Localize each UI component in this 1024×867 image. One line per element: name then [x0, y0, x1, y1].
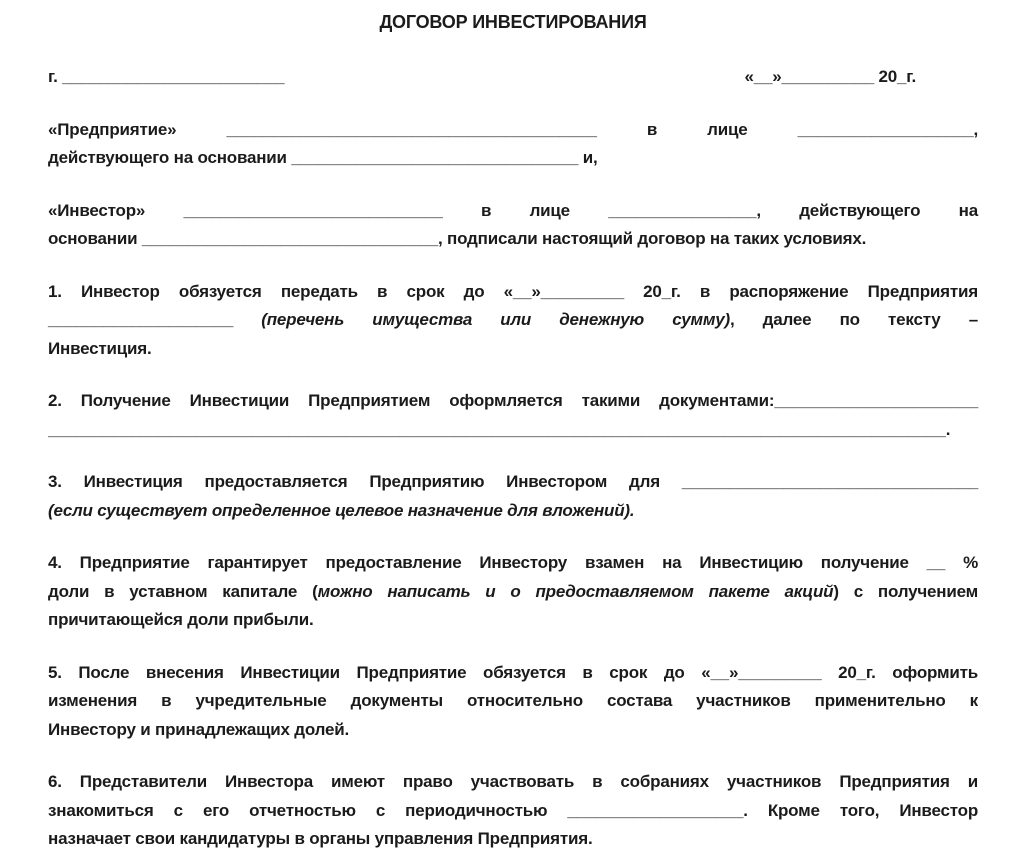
clause-6: [48, 768, 978, 854]
italic-note: можно написать и о предоставляемом пакете акций: [317, 581, 834, 601]
text-line: [48, 578, 978, 607]
text-line: 5. После внесения Инвестиции Предприятие обязуется в срок до «__»_________ 20_г. оформить: [48, 662, 978, 682]
preamble-investor: [48, 197, 978, 254]
text-line: Инвестиция.: [48, 338, 152, 358]
text-line: действующего на основании _______________________________ и,: [48, 148, 598, 167]
city-date-row: [48, 63, 978, 92]
text-line: основании ________________________________, подписали настоящий договор на таких условиях.: [48, 229, 867, 248]
clause-5: [48, 659, 978, 745]
date-blank-line: «__»__________ 20_г.: [744, 67, 916, 86]
text-line: изменения в учредительные документы относительно состава участников применительно к: [48, 691, 978, 710]
text-segment: , далее по тексту –: [729, 310, 978, 329]
text-line: 4. Предприятие гарантирует предоставление Инвестору взамен на Инвестицию получение __ %: [48, 553, 978, 572]
text-line: Инвестору и принадлежащих долей.: [48, 719, 350, 739]
text-line: [48, 306, 978, 335]
text-line: 1. Инвестор обязуется передать в срок до «__»_________ 20_г. в распоряжение Предприятия: [48, 281, 978, 301]
preamble-company: [48, 116, 978, 173]
text-line: «Инвестор» ____________________________ в лице ________________, действующего на: [48, 200, 978, 220]
text-segment: ) с получением: [833, 581, 978, 601]
city-blank-line: г. ________________________: [48, 67, 285, 86]
text-line: 2. Получение Инвестиции Предприятием оформляется такими документами:______________________: [48, 391, 978, 410]
document-title: ДОГОВОР ИНВЕСТИРОВАНИЯ: [379, 12, 647, 32]
text-segment: доли в уставном капитале (: [48, 581, 318, 601]
italic-note: (если существует определенное целевое назначение для вложений).: [48, 500, 635, 520]
clause-4: [48, 549, 978, 635]
text-line: назначает свои кандидатуры в органы управления Предприятия.: [48, 829, 593, 848]
blank-field: ____________________: [48, 310, 262, 329]
clause-1: [48, 278, 978, 364]
text-line: 6. Представители Инвестора имеют право участвовать в собраниях участников Предприятия и: [48, 772, 978, 791]
text-line: причитающейся доли прибыли.: [48, 610, 314, 629]
text-line: 3. Инвестиция предоставляется Предприятию Инвестором для ________________________________: [48, 472, 978, 491]
text-line: «Предприятие» ________________________________________ в лице ___________________,: [48, 119, 978, 139]
italic-note: (перечень имущества или денежную сумму): [261, 310, 730, 329]
clause-2: [48, 387, 978, 444]
clause-3: [48, 468, 978, 525]
text-line: знакомиться с его отчетностью с периодичностью ___________________. Кроме того, Инвестор: [48, 800, 978, 820]
blank-field: _________________________________________________________________________________________________.: [48, 419, 951, 439]
